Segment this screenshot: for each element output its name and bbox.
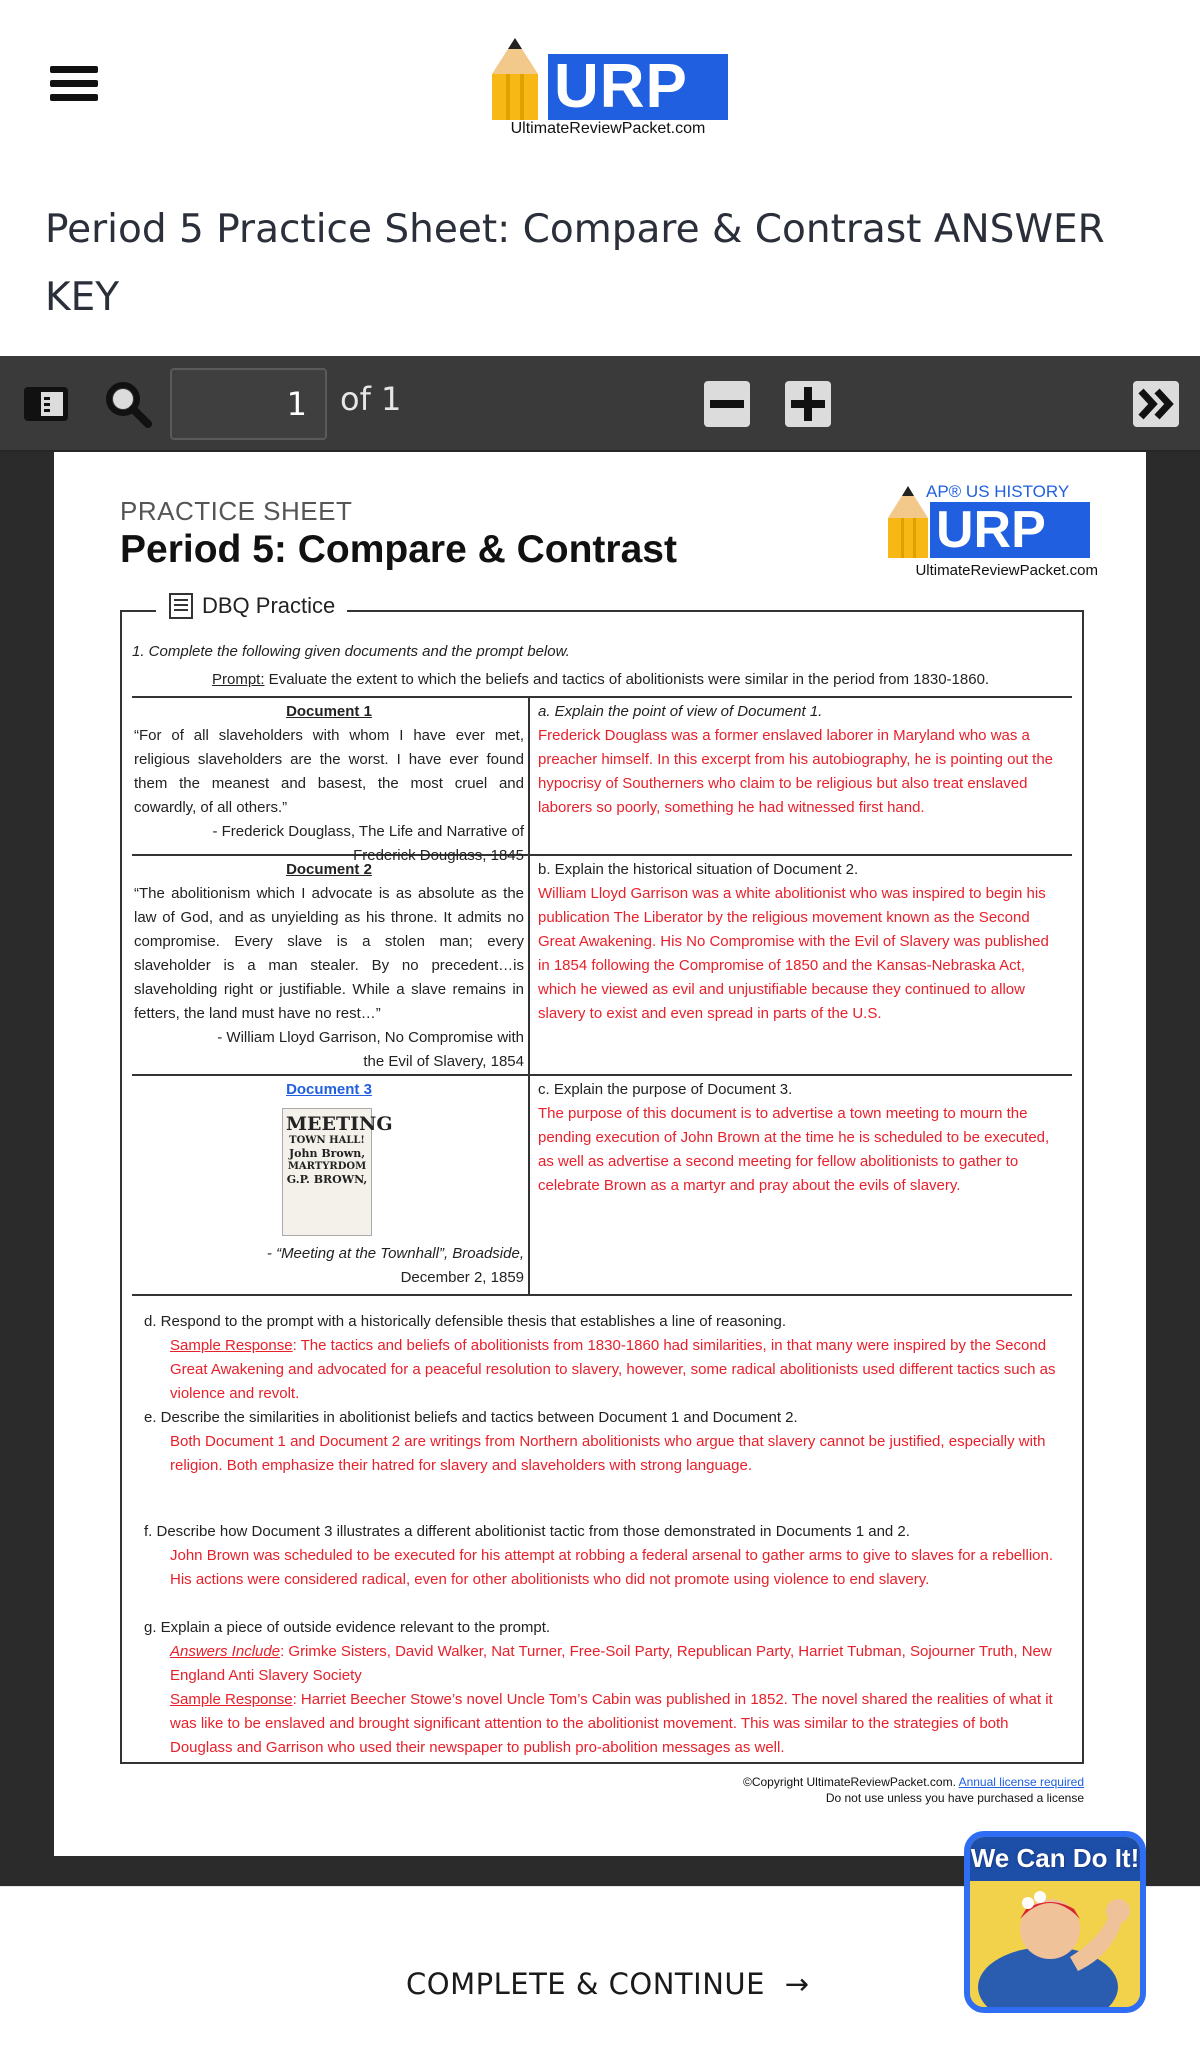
document-logo-domain: UltimateReviewPacket.com <box>915 562 1098 579</box>
page-title: Period 5 Practice Sheet: Compare & Contrast ANSWER KEY <box>45 207 1105 320</box>
sidebar-toggle-icon[interactable] <box>20 378 72 430</box>
question-e-block <box>132 1406 1072 1478</box>
table-row <box>132 856 1072 1076</box>
document-attribution: - William Lloyd Garrison, No Compromise with <box>217 1029 524 1046</box>
table-row <box>132 698 1072 864</box>
broadside-image <box>282 1108 393 1236</box>
footer <box>0 1843 1200 2062</box>
poster-line: TOWN HALL! <box>289 1135 365 1146</box>
question-c: c. Explain the purpose of Document 3. <box>538 1081 793 1098</box>
table-row <box>132 1076 1072 1296</box>
document-attribution: December 2, 1859 <box>400 1269 524 1286</box>
prompt <box>212 668 989 692</box>
answer-b: William Lloyd Garrison was a white abolitionist who was inspired to begin his publication The Liberator by the religious movement known as the Second Great Awakening. His No Compromise with the Evil of Slavery was published in 1854 following the Compromise of 1850 and the Kansas-Nebraska Act, which he viewed as evil and unjustifiable because they continued to allow slavery to exist and even spread in parts of the U.S. <box>538 885 1049 1022</box>
answer-g-list <box>132 1640 1072 1688</box>
answer-a: Frederick Douglass was a former enslaved laborer in Maryland who was a preacher himself. In this excerpt from his autobiography, he is pointing out the hypocrisy of Southerners who claim to be religious but also treat enslaved laborers so poorly, something he had witnessed first hand. <box>538 727 1054 816</box>
zoom-out-icon[interactable] <box>701 378 753 430</box>
viewer-toolbar <box>0 356 1200 452</box>
instruction: 1. Complete the following given documents and the prompt below. <box>132 643 570 660</box>
complete-continue-button[interactable] <box>406 1967 809 2001</box>
menu-icon[interactable] <box>50 66 98 106</box>
document-attribution: Frederick Douglass, 1845 <box>353 847 524 864</box>
badge-text: We Can Do It! <box>970 1843 1140 1873</box>
document-attribution: - Frederick Douglass, The Life and Narrative of <box>212 823 524 840</box>
answer-g-sample-text: : Harriet Beecher Stowe’s novel Uncle Tom’s Cabin was published in 1852. The novel shared the realities of what it was like to be enslaved and brought significant attention to the abolitionist movement. This was similar to the strategies of both Douglass and Garrison who used their newspaper to publish pro-abolition messages as well. <box>170 1691 1053 1756</box>
document-attribution: - “Meeting at the Townhall”, Broadside, <box>266 1245 524 1262</box>
document-logo-course: AP® US HISTORY <box>926 482 1070 501</box>
document-1-answer <box>530 698 1072 854</box>
document-2-source <box>132 856 530 1074</box>
answer-d <box>132 1334 1072 1406</box>
document-attribution: the Evil of Slavery, 1854 <box>363 1053 524 1070</box>
poster-line: John Brown, <box>288 1147 366 1160</box>
document-quote: “The abolitionism which I advocate is as absolute as the law of God, and as unyielding as his throne. It admits no compromise. Every slave is a stolen man; every slaveholder is a man stealer. By no precedent…is slaveholding right or justifiable. While a slave remains in fetters, the land must have no rest…” <box>134 885 524 1022</box>
document-3-link[interactable]: Document 3 <box>286 1081 372 1098</box>
documents-table <box>132 696 1072 1296</box>
question-g: g. Explain a piece of outside evidence relevant to the prompt. <box>144 1619 551 1636</box>
logo-text: URP <box>548 54 728 120</box>
question-f-block <box>132 1520 1072 1592</box>
answer-g-list-text: : Grimke Sisters, David Walker, Nat Turner, Free-Soil Party, Republican Party, Harriet Tubman, Sojourner Truth, New England Anti Slavery Society <box>170 1643 1052 1684</box>
question-a: a. Explain the point of view of Document 1. <box>538 703 823 720</box>
question-e: e. Describe the similarities in abolitionist beliefs and tactics between Document 1 and Document 2. <box>144 1409 798 1426</box>
question-d-block <box>132 1310 1072 1406</box>
page-total: of 1 <box>340 380 402 418</box>
sample-response-label: Sample Response <box>170 1691 293 1708</box>
question-g-block <box>132 1616 1072 1760</box>
pencil-logo-icon <box>470 34 560 134</box>
answer-g-sample <box>132 1688 1072 1760</box>
prompt-text: Evaluate the extent to which the beliefs and tactics of abolitionists were similar in the period from 1830-1860. <box>264 671 990 688</box>
document-2-answer <box>530 856 1072 1074</box>
answer-d-text: : The tactics and beliefs of abolitionists from 1830-1860 had similarities, in that many were inspired by the Second Great Awakening and advocated for a peaceful resolution to slavery, however, some radical abolitionists used different tactics such as violence and revolt. <box>170 1337 1056 1402</box>
answer-f: John Brown was scheduled to be executed for his attempt at robbing a federal arsenal to gather arms to give to slaves for a rebellion. His actions were considered radical, even for other abolitionists who did not promote using violence to end slavery. <box>170 1547 1054 1588</box>
copyright-text: ©Copyright UltimateReviewPacket.com. <box>742 1775 959 1789</box>
poster-line: MEETING <box>286 1113 393 1135</box>
question-d: d. Respond to the prompt with a historically defensible thesis that establishes a line of reasoning. <box>144 1313 787 1330</box>
document-3-answer <box>530 1076 1072 1294</box>
license-link[interactable]: Annual license required <box>958 1775 1084 1789</box>
document-logo-text: URP <box>930 502 1090 558</box>
sample-response-label: Sample Response <box>170 1337 293 1354</box>
rosie-badge[interactable] <box>964 1831 1146 2013</box>
poster-line: MARTYRDOM <box>287 1161 367 1172</box>
zoom-in-icon[interactable] <box>782 378 834 430</box>
site-header <box>0 0 1200 180</box>
copyright-notice <box>743 1774 1084 1806</box>
page-number-input[interactable] <box>170 368 327 440</box>
document-heading: Document 2 <box>286 861 372 878</box>
document-quote: “For of all slaveholders with whom I have ever met, religious slaveholders are the worst. I have ever found them the meanest and basest, the most cruel and cowardly, of all others.” <box>134 727 524 816</box>
site-logo[interactable] <box>470 34 730 144</box>
dbq-section-label: DBQ Practice <box>202 593 336 618</box>
dbq-section-title <box>156 592 347 620</box>
document-heading: Document 1 <box>286 703 372 720</box>
complete-continue-label: COMPLETE & CONTINUE <box>406 1967 765 2001</box>
prompt-label: Prompt: <box>212 671 265 688</box>
document-icon <box>168 592 194 620</box>
document-title: Period 5: Compare & Contrast <box>120 528 677 571</box>
tools-icon[interactable] <box>1130 378 1182 430</box>
arrow-right-icon: → <box>784 1967 810 2001</box>
document-3-source <box>132 1076 530 1294</box>
pdf-viewer <box>0 356 1200 1886</box>
document-logo <box>860 482 1100 582</box>
logo-domain: UltimateReviewPacket.com <box>510 120 706 137</box>
poster-line: G.P. BROWN, <box>286 1173 368 1186</box>
license-note: Do not use unless you have purchased a license <box>825 1791 1084 1805</box>
search-icon[interactable] <box>102 378 154 430</box>
document-1-source <box>132 698 530 864</box>
document-eyebrow: PRACTICE SHEET <box>120 496 353 526</box>
answers-include-label: Answers Include <box>170 1643 281 1660</box>
question-f: f. Describe how Document 3 illustrates a different abolitionist tactic from those demonstrated in Documents 1 and 2. <box>144 1523 910 1540</box>
dbq-section <box>120 593 1084 1764</box>
document-page <box>54 452 1146 1856</box>
question-b: b. Explain the historical situation of Document 2. <box>538 861 859 878</box>
answer-c: The purpose of this document is to advertise a town meeting to mourn the pending execution of John Brown at the time he is scheduled to be executed, as well as advertise a second meeting for fellow abolitionists to gather to celebrate Brown as a martyr and pray about the evils of slavery. <box>538 1105 1050 1194</box>
answer-e: Both Document 1 and Document 2 are writings from Northern abolitionists who argue that slavery cannot be justified, especially with religion. Both emphasize their hatred for slavery and slaveholders with strong language. <box>170 1433 1046 1474</box>
